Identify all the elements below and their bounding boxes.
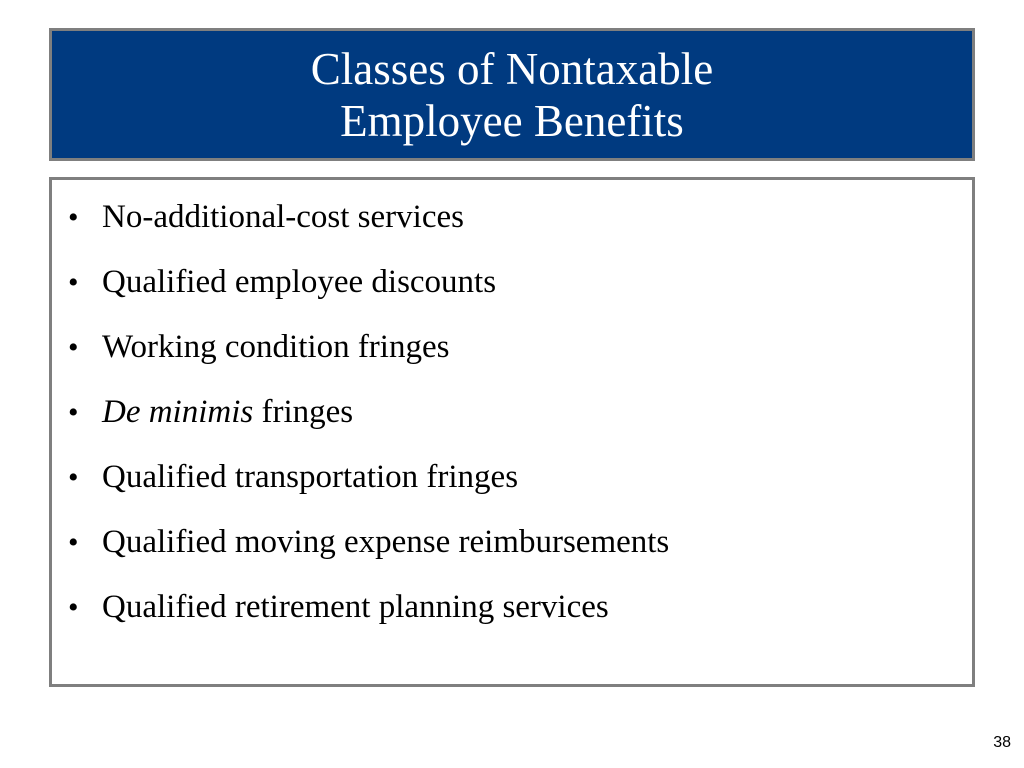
slide-title-line-1: Classes of Nontaxable xyxy=(310,43,714,94)
bullet-icon: • xyxy=(68,331,79,364)
bullet-list xyxy=(68,197,669,652)
bullet-icon: • xyxy=(68,396,79,429)
bullet-icon: • xyxy=(68,591,79,624)
bullet-icon: • xyxy=(68,266,79,299)
bullet-text: Working condition fringes xyxy=(102,329,450,365)
bullet-item xyxy=(68,392,669,457)
bullet-item xyxy=(68,197,669,262)
slide-title-line-2: Employee Benefits xyxy=(340,95,684,146)
bullet-icon: • xyxy=(68,526,79,559)
bullet-text: Qualified retirement planning services xyxy=(102,589,609,625)
bullet-text: No-additional-cost services xyxy=(102,199,464,235)
bullet-text: Qualified employee discounts xyxy=(102,264,497,300)
bullet-text-regular: fringes xyxy=(253,394,354,430)
bullet-item xyxy=(68,587,669,652)
content-box xyxy=(49,177,975,687)
bullet-text-italic: De minimis xyxy=(102,394,254,430)
bullet-text: Qualified transportation fringes xyxy=(102,459,519,495)
bullet-icon: • xyxy=(68,461,79,494)
title-box xyxy=(49,28,975,161)
bullet-item xyxy=(68,327,669,392)
bullet-text xyxy=(102,392,353,432)
bullet-item xyxy=(68,262,669,327)
bullet-item xyxy=(68,457,669,522)
bullet-item xyxy=(68,522,669,587)
bullet-icon: • xyxy=(68,201,79,234)
bullet-text: Qualified moving expense reimbursements xyxy=(102,524,670,560)
page-number: 38 xyxy=(993,734,1011,751)
